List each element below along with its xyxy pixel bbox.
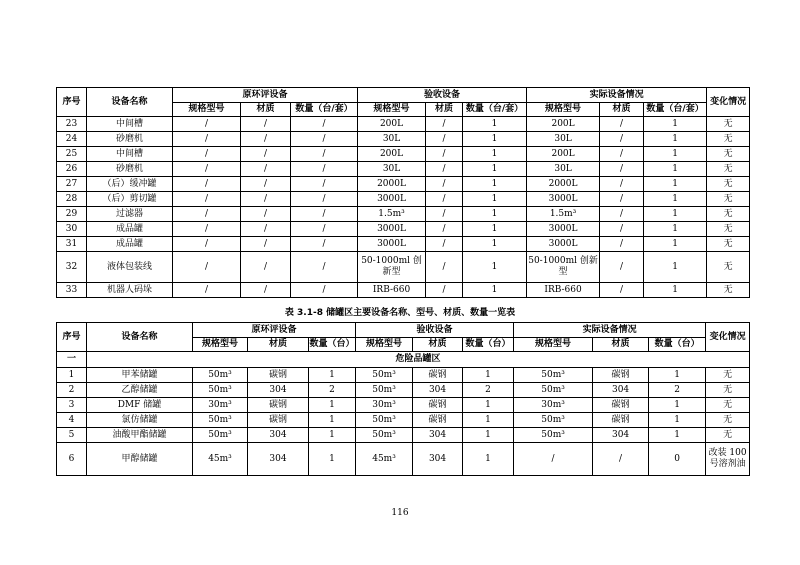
cell-o-mat: 碳钢 — [248, 398, 309, 413]
header-material: 材质 — [600, 103, 644, 117]
header-index: 序号 — [57, 323, 87, 352]
header-qty: 数量（台） — [309, 338, 356, 352]
cell-a-mat: / — [426, 117, 463, 132]
cell-o-spec: / — [173, 207, 241, 222]
cell-o-spec: / — [173, 117, 241, 132]
cell-o-qty: / — [291, 117, 358, 132]
cell-no: 4 — [57, 413, 87, 428]
cell-r-spec: / — [514, 443, 593, 476]
cell-a-qty: 1 — [463, 177, 527, 192]
cell-o-mat: 304 — [248, 443, 309, 476]
cell-a-spec: 3000L — [358, 222, 426, 237]
cell-r-qty: 1 — [644, 192, 707, 207]
cell-r-qty: 1 — [644, 117, 707, 132]
cell-o-spec: 50m³ — [193, 368, 248, 383]
cell-r-spec: 30L — [527, 162, 600, 177]
section-title: 危险品罐区 — [87, 352, 750, 368]
cell-r-spec: 30m³ — [514, 398, 593, 413]
cell-o-mat: / — [241, 132, 291, 147]
cell-change: 无 — [707, 222, 750, 237]
cell-name: （后）剪切罐 — [87, 192, 173, 207]
cell-a-qty: 1 — [463, 443, 514, 476]
cell-o-spec: / — [173, 237, 241, 252]
cell-o-spec: / — [173, 192, 241, 207]
cell-o-mat: / — [241, 192, 291, 207]
cell-r-mat: / — [600, 237, 644, 252]
cell-r-mat: / — [600, 192, 644, 207]
cell-name: 液体包装线 — [87, 252, 173, 283]
cell-r-mat: 304 — [593, 383, 649, 398]
cell-a-mat: 304 — [413, 428, 463, 443]
page-number: 116 — [391, 508, 409, 518]
table-row — [57, 132, 750, 147]
cell-o-spec: / — [173, 283, 241, 298]
cell-o-mat: 304 — [248, 383, 309, 398]
header-qty: 数量（台） — [649, 338, 706, 352]
cell-r-mat: / — [600, 162, 644, 177]
cell-r-spec: 30L — [527, 132, 600, 147]
cell-o-spec: 45m³ — [193, 443, 248, 476]
section-index: 一 — [57, 352, 87, 368]
cell-o-spec: / — [173, 252, 241, 283]
cell-change: 无 — [706, 368, 750, 383]
cell-o-qty: 1 — [309, 428, 356, 443]
cell-change: 无 — [707, 237, 750, 252]
cell-name: 油酸甲酯储罐 — [87, 428, 193, 443]
cell-change: 无 — [706, 398, 750, 413]
header-material: 材质 — [248, 338, 309, 352]
cell-o-spec: / — [173, 162, 241, 177]
cell-a-spec: 3000L — [358, 192, 426, 207]
cell-o-qty: / — [291, 222, 358, 237]
table-row — [57, 207, 750, 222]
cell-r-qty: 1 — [644, 207, 707, 222]
cell-o-qty: / — [291, 237, 358, 252]
cell-no: 5 — [57, 428, 87, 443]
cell-a-qty: 1 — [463, 207, 527, 222]
cell-o-qty: 1 — [309, 398, 356, 413]
cell-a-qty: 1 — [463, 368, 514, 383]
cell-r-spec: 50m³ — [514, 383, 593, 398]
cell-o-qty: 2 — [309, 383, 356, 398]
cell-r-mat: / — [600, 283, 644, 298]
cell-a-mat: / — [426, 147, 463, 162]
cell-no: 28 — [57, 192, 87, 207]
cell-name: 氯仿储罐 — [87, 413, 193, 428]
table-row — [57, 147, 750, 162]
header-material: 材质 — [593, 338, 649, 352]
cell-o-qty: / — [291, 283, 358, 298]
table-row — [57, 413, 750, 428]
cell-r-mat: / — [600, 132, 644, 147]
cell-no: 23 — [57, 117, 87, 132]
cell-a-mat: 碳钢 — [413, 368, 463, 383]
cell-a-spec: 200L — [358, 117, 426, 132]
cell-a-mat: 碳钢 — [413, 413, 463, 428]
cell-a-spec: 30L — [358, 132, 426, 147]
cell-no: 2 — [57, 383, 87, 398]
cell-no: 3 — [57, 398, 87, 413]
cell-change: 无 — [707, 177, 750, 192]
cell-r-mat: / — [600, 222, 644, 237]
cell-a-qty: 1 — [463, 132, 527, 147]
cell-change: 无 — [706, 383, 750, 398]
header-material: 材质 — [413, 338, 463, 352]
header-group-acceptance: 验收设备 — [356, 323, 514, 338]
cell-r-qty: 1 — [644, 132, 707, 147]
cell-a-qty: 1 — [463, 222, 527, 237]
table-row — [57, 237, 750, 252]
cell-r-mat: / — [600, 177, 644, 192]
cell-a-mat: / — [426, 283, 463, 298]
cell-o-mat: / — [241, 162, 291, 177]
table-row — [57, 368, 750, 383]
cell-r-mat: / — [593, 443, 649, 476]
cell-o-mat: / — [241, 177, 291, 192]
cell-o-qty: 1 — [309, 443, 356, 476]
cell-o-mat: 304 — [248, 428, 309, 443]
cell-a-qty: 1 — [463, 192, 527, 207]
cell-name: （后）缓冲罐 — [87, 177, 173, 192]
cell-no: 29 — [57, 207, 87, 222]
cell-name: 中间槽 — [87, 117, 173, 132]
cell-a-spec: 50m³ — [356, 428, 413, 443]
cell-r-qty: 1 — [644, 283, 707, 298]
cell-o-spec: 50m³ — [193, 428, 248, 443]
cell-no: 27 — [57, 177, 87, 192]
cell-name: 成品罐 — [87, 222, 173, 237]
header-spec: 规格型号 — [527, 103, 600, 117]
cell-a-mat: 304 — [413, 383, 463, 398]
header-spec: 规格型号 — [356, 338, 413, 352]
cell-a-mat: / — [426, 252, 463, 283]
cell-name: DMF 储罐 — [87, 398, 193, 413]
cell-r-qty: 1 — [649, 413, 706, 428]
cell-r-spec: 50m³ — [514, 413, 593, 428]
cell-a-spec: 50m³ — [356, 383, 413, 398]
cell-r-qty: 1 — [644, 147, 707, 162]
cell-r-qty: 0 — [649, 443, 706, 476]
cell-change: 无 — [707, 207, 750, 222]
cell-no: 31 — [57, 237, 87, 252]
cell-r-spec: 3000L — [527, 192, 600, 207]
cell-a-mat: / — [426, 177, 463, 192]
cell-o-spec: / — [173, 132, 241, 147]
cell-change: 无 — [707, 132, 750, 147]
cell-a-mat: 碳钢 — [413, 398, 463, 413]
cell-name: 中间槽 — [87, 147, 173, 162]
cell-o-mat: / — [241, 222, 291, 237]
cell-a-spec: 50m³ — [356, 413, 413, 428]
cell-a-spec: IRB-660 — [358, 283, 426, 298]
cell-o-qty: / — [291, 192, 358, 207]
tank-area-table — [56, 322, 750, 476]
cell-r-mat: / — [600, 147, 644, 162]
header-qty: 数量（台） — [463, 338, 514, 352]
cell-a-qty: 1 — [463, 162, 527, 177]
cell-o-qty: / — [291, 177, 358, 192]
cell-r-spec: 200L — [527, 117, 600, 132]
cell-o-qty: / — [291, 132, 358, 147]
cell-a-qty: 1 — [463, 413, 514, 428]
cell-r-mat: 碳钢 — [593, 413, 649, 428]
cell-r-spec: 50m³ — [514, 428, 593, 443]
cell-no: 26 — [57, 162, 87, 177]
header-spec: 规格型号 — [514, 338, 593, 352]
cell-r-qty: 1 — [644, 237, 707, 252]
cell-a-spec: 45m³ — [356, 443, 413, 476]
cell-a-qty: 1 — [463, 237, 527, 252]
cell-r-qty: 1 — [644, 252, 707, 283]
table-row — [57, 162, 750, 177]
cell-r-mat: 碳钢 — [593, 398, 649, 413]
cell-change: 无 — [707, 252, 750, 283]
table-row — [57, 222, 750, 237]
cell-o-qty: / — [291, 207, 358, 222]
cell-r-mat: / — [600, 117, 644, 132]
cell-r-spec: 1.5m³ — [527, 207, 600, 222]
cell-o-mat: / — [241, 252, 291, 283]
header-qty: 数量（台/套） — [291, 103, 358, 117]
cell-o-spec: / — [173, 222, 241, 237]
equipment-table-continued — [56, 87, 750, 298]
cell-r-mat: / — [600, 252, 644, 283]
cell-r-qty: 1 — [644, 177, 707, 192]
cell-name: 砂磨机 — [87, 132, 173, 147]
cell-o-mat: 碳钢 — [248, 413, 309, 428]
cell-r-spec: 50-1000ml 创新型 — [527, 252, 600, 283]
cell-change: 改装 100 号溶剂油 — [706, 443, 750, 476]
cell-r-mat: 304 — [593, 428, 649, 443]
cell-name: 甲醇储罐 — [87, 443, 193, 476]
cell-o-spec: / — [173, 177, 241, 192]
cell-no: 33 — [57, 283, 87, 298]
cell-a-mat: 304 — [413, 443, 463, 476]
header-spec: 规格型号 — [173, 103, 241, 117]
cell-change: 无 — [706, 413, 750, 428]
cell-o-mat: / — [241, 237, 291, 252]
table-row — [57, 192, 750, 207]
cell-a-spec: 50-1000ml 创新型 — [358, 252, 426, 283]
cell-o-mat: / — [241, 283, 291, 298]
cell-a-qty: 1 — [463, 398, 514, 413]
header-material: 材质 — [426, 103, 463, 117]
cell-a-qty: 1 — [463, 147, 527, 162]
table-row — [57, 117, 750, 132]
header-name: 设备名称 — [87, 88, 173, 117]
cell-no: 24 — [57, 132, 87, 147]
cell-a-spec: 50m³ — [356, 368, 413, 383]
cell-name: 甲苯储罐 — [87, 368, 193, 383]
cell-change: 无 — [706, 428, 750, 443]
cell-a-qty: 1 — [463, 117, 527, 132]
table-caption: 表 3.1-8 储罐区主要设备名称、型号、材质、数量一览表 — [284, 308, 516, 318]
cell-name: 乙醇储罐 — [87, 383, 193, 398]
cell-name: 过滤器 — [87, 207, 173, 222]
cell-r-qty: 1 — [644, 162, 707, 177]
table-row — [57, 443, 750, 476]
cell-a-mat: / — [426, 207, 463, 222]
cell-o-qty: 1 — [309, 413, 356, 428]
cell-a-qty: 1 — [463, 428, 514, 443]
cell-no: 1 — [57, 368, 87, 383]
cell-a-spec: 30L — [358, 162, 426, 177]
cell-r-spec: 200L — [527, 147, 600, 162]
cell-o-mat: / — [241, 207, 291, 222]
cell-r-mat: 碳钢 — [593, 368, 649, 383]
cell-o-spec: 30m³ — [193, 398, 248, 413]
cell-change: 无 — [707, 147, 750, 162]
header-group-original: 原环评设备 — [193, 323, 356, 338]
header-material: 材质 — [241, 103, 291, 117]
cell-change: 无 — [707, 117, 750, 132]
cell-a-mat: / — [426, 132, 463, 147]
cell-o-mat: / — [241, 117, 291, 132]
cell-o-mat: 碳钢 — [248, 368, 309, 383]
cell-o-qty: / — [291, 162, 358, 177]
cell-r-spec: 2000L — [527, 177, 600, 192]
cell-o-qty: / — [291, 252, 358, 283]
cell-o-qty: / — [291, 147, 358, 162]
cell-r-qty: 2 — [649, 383, 706, 398]
cell-r-mat: / — [600, 207, 644, 222]
cell-change: 无 — [707, 192, 750, 207]
cell-r-spec: 3000L — [527, 237, 600, 252]
cell-no: 32 — [57, 252, 87, 283]
cell-a-spec: 30m³ — [356, 398, 413, 413]
cell-r-qty: 1 — [649, 368, 706, 383]
cell-no: 25 — [57, 147, 87, 162]
cell-r-qty: 1 — [644, 222, 707, 237]
header-spec: 规格型号 — [358, 103, 426, 117]
table-row — [57, 428, 750, 443]
cell-r-qty: 1 — [649, 428, 706, 443]
cell-a-mat: / — [426, 222, 463, 237]
table-row — [57, 383, 750, 398]
cell-no: 6 — [57, 443, 87, 476]
cell-o-mat: / — [241, 147, 291, 162]
header-group-actual: 实际设备情况 — [527, 88, 707, 103]
cell-change: 无 — [707, 162, 750, 177]
cell-a-spec: 2000L — [358, 177, 426, 192]
cell-a-mat: / — [426, 162, 463, 177]
cell-no: 30 — [57, 222, 87, 237]
table-row — [57, 283, 750, 298]
cell-a-qty: 2 — [463, 383, 514, 398]
header-group-actual: 实际设备情况 — [514, 323, 706, 338]
cell-r-spec: 50m³ — [514, 368, 593, 383]
cell-a-spec: 3000L — [358, 237, 426, 252]
header-change: 变化情况 — [707, 88, 750, 117]
cell-a-spec: 1.5m³ — [358, 207, 426, 222]
header-change: 变化情况 — [706, 323, 750, 352]
header-group-original: 原环评设备 — [173, 88, 358, 103]
section-row — [57, 352, 750, 368]
cell-o-qty: 1 — [309, 368, 356, 383]
cell-a-qty: 1 — [463, 252, 527, 283]
cell-name: 砂磨机 — [87, 162, 173, 177]
cell-a-mat: / — [426, 192, 463, 207]
cell-o-spec: / — [173, 147, 241, 162]
header-index: 序号 — [57, 88, 87, 117]
header-name: 设备名称 — [87, 323, 193, 352]
header-spec: 规格型号 — [193, 338, 248, 352]
cell-o-spec: 50m³ — [193, 383, 248, 398]
header-qty: 数量（台/套） — [644, 103, 707, 117]
cell-o-spec: 50m³ — [193, 413, 248, 428]
cell-name: 机器人码垛 — [87, 283, 173, 298]
table-row — [57, 252, 750, 283]
header-qty: 数量（台/套） — [463, 103, 527, 117]
cell-a-spec: 200L — [358, 147, 426, 162]
header-group-acceptance: 验收设备 — [358, 88, 527, 103]
cell-a-mat: / — [426, 237, 463, 252]
cell-r-spec: IRB-660 — [527, 283, 600, 298]
cell-name: 成品罐 — [87, 237, 173, 252]
cell-r-spec: 3000L — [527, 222, 600, 237]
table-row — [57, 177, 750, 192]
cell-a-qty: 1 — [463, 283, 527, 298]
table-row — [57, 398, 750, 413]
cell-r-qty: 1 — [649, 398, 706, 413]
cell-change: 无 — [707, 283, 750, 298]
